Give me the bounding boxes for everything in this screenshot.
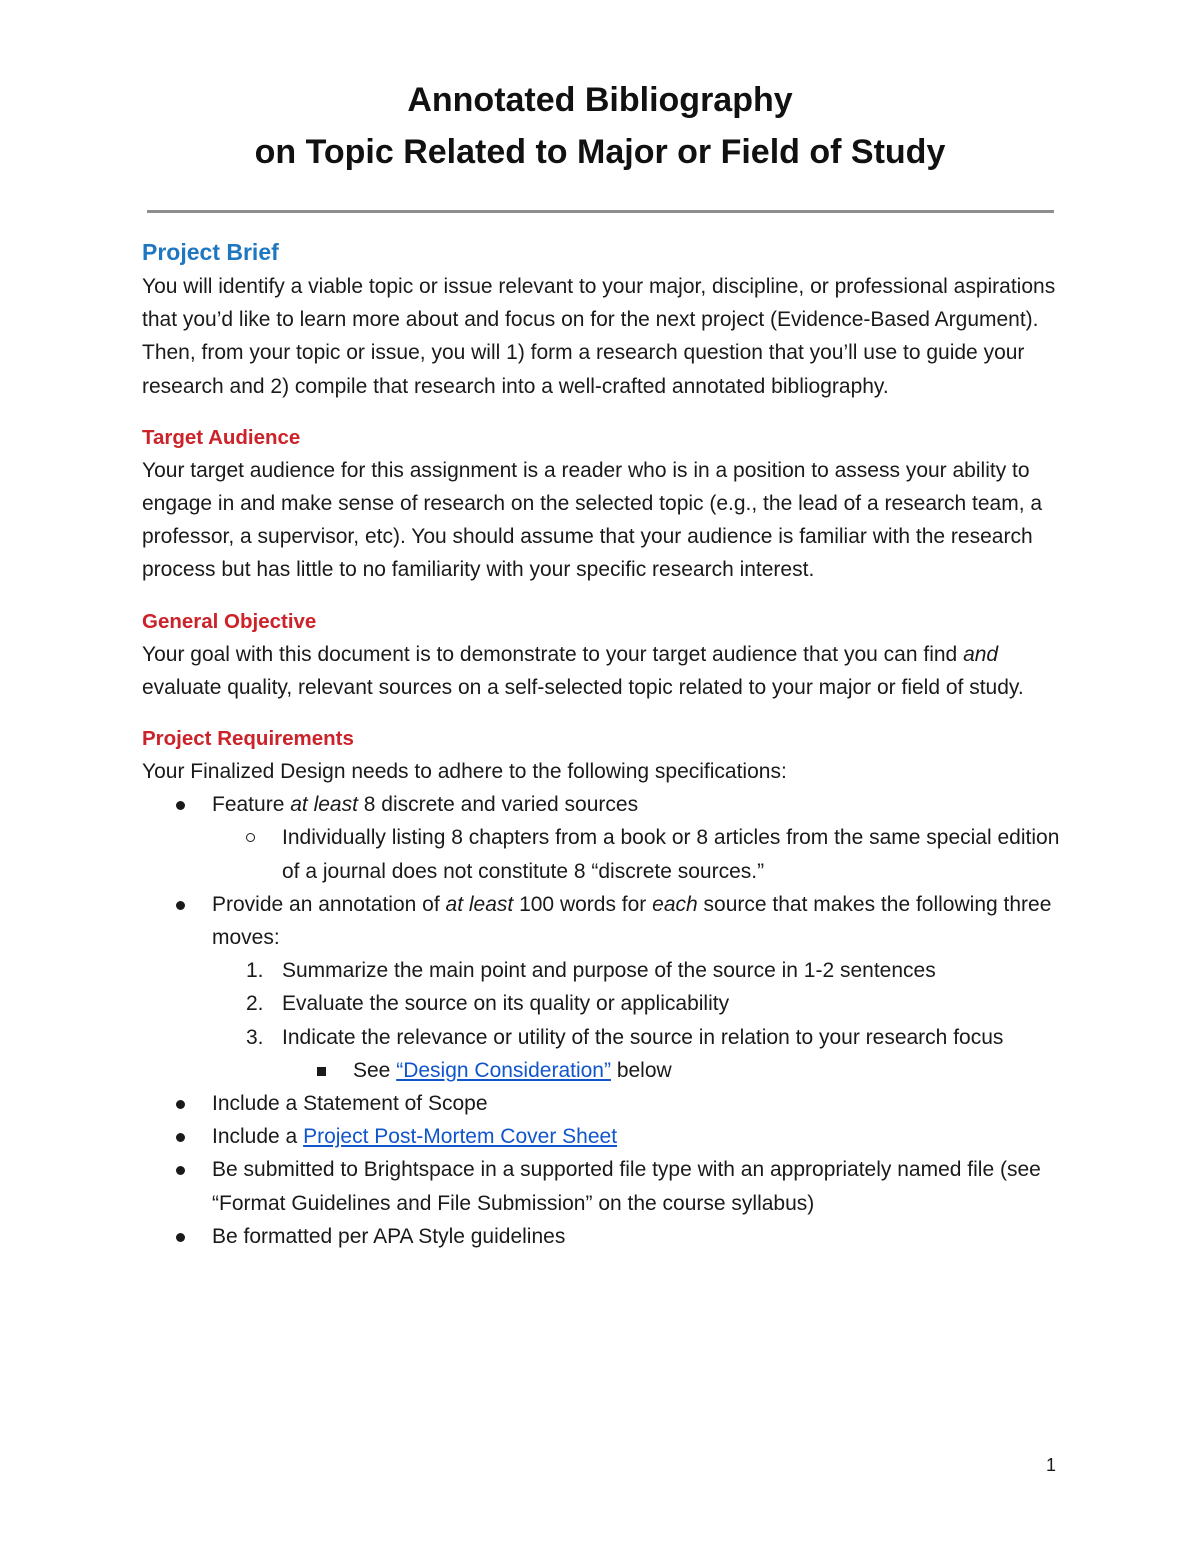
sub-list-item <box>142 821 1062 887</box>
page-number: 1 <box>1045 1455 1056 1475</box>
item-text: See <box>353 1058 397 1082</box>
item-text: Be submitted to Brightspace in a supported file type with an appropriately named file (see “Format Guidelines and File Submission” on the course syllabus) <box>212 1158 1041 1215</box>
square-bullet-icon <box>317 1067 326 1076</box>
list-item <box>142 788 1062 821</box>
section-spacer <box>142 704 1062 722</box>
hollow-bullet-icon <box>246 833 255 842</box>
section-spacer <box>142 587 1062 605</box>
bullet-icon <box>176 1133 185 1142</box>
item-text: Individually listing 8 chapters from a book or 8 articles from the same special edition of a journal does not constitute 8 “discrete sources.” <box>282 826 1060 883</box>
item-text: Include a <box>212 1125 304 1149</box>
numbered-list-item <box>142 954 1062 987</box>
bullet-icon <box>176 801 185 810</box>
item-text: Feature <box>212 793 291 817</box>
list-number: 3. <box>246 1025 264 1049</box>
list-item <box>142 888 1062 954</box>
general-objective-italic: and <box>963 642 999 666</box>
item-text: Indicate the relevance or utility of the source in relation to your research focus <box>282 1025 1004 1049</box>
design-consideration-link[interactable]: “Design Consideration” <box>396 1058 611 1082</box>
sub-sub-list-item <box>142 1054 1062 1087</box>
title-line-1: Annotated Bibliography <box>407 81 793 119</box>
general-objective-text <box>142 638 1062 704</box>
general-objective-text-part: Your goal with this document is to demonstrate to your target audience that you can find <box>142 642 964 666</box>
project-requirements-heading: Project Requirements <box>142 727 354 751</box>
item-text: below <box>610 1058 672 1082</box>
bullet-icon <box>176 1100 185 1109</box>
list-item <box>142 1220 1062 1253</box>
item-text: Provide an annotation of <box>212 892 446 916</box>
item-italic: each <box>652 892 698 916</box>
bullet-icon <box>176 1233 185 1242</box>
bullet-icon <box>176 901 185 910</box>
item-text: 8 discrete and varied sources <box>357 793 639 817</box>
item-text: source that makes the following three moves: <box>212 892 1052 950</box>
section-spacer <box>142 403 1062 421</box>
document-body <box>142 234 1062 1253</box>
document-title <box>0 74 1200 178</box>
project-requirements-intro: Your Finalized Design needs to adhere to the following specifications: <box>142 760 787 784</box>
list-item <box>142 1087 1062 1120</box>
item-text: Be formatted per APA Style guidelines <box>212 1224 566 1248</box>
item-text: Evaluate the source on its quality or applicability <box>282 992 730 1016</box>
list-number: 2. <box>246 992 264 1016</box>
target-audience-heading: Target Audience <box>142 425 301 449</box>
numbered-list-item <box>142 987 1062 1020</box>
requirements-list <box>142 788 1062 1253</box>
general-objective-heading: General Objective <box>142 609 317 633</box>
bullet-icon <box>176 1166 185 1175</box>
list-item <box>142 1153 1062 1219</box>
title-line-2: on Topic Related to Major or Field of Study <box>254 133 946 171</box>
post-mortem-cover-sheet-link[interactable]: Project Post-Mortem Cover Sheet <box>303 1125 618 1149</box>
list-number: 1. <box>246 959 264 983</box>
item-text: Summarize the main point and purpose of the source in 1-2 sentences <box>282 959 936 983</box>
general-objective-text-part: evaluate quality, relevant sources on a self-selected topic related to your major or field of study. <box>142 675 1024 699</box>
target-audience-text: Your target audience for this assignment is a reader who is in a position to assess your ability to engage in and make sense of research on the selected topic (e.g., the lead of a research team, a professor, a supervisor, etc). You should assume that your audience is familiar with the research process but has little to no familiarity with your specific research interest. <box>142 458 1043 582</box>
project-brief-text: You will identify a viable topic or issue relevant to your major, discipline, or professional aspirations that you’d like to learn more about and focus on for the next project (Evidence-Based Argument). Then, from your topic or issue, you will 1) form a research question that you’ll use to guide your research and 2) compile that research into a well-crafted annotated bibliography. <box>142 275 1056 398</box>
project-brief-heading: Project Brief <box>142 239 279 265</box>
item-italic: at least <box>445 892 514 916</box>
item-text: Include a Statement of Scope <box>212 1092 488 1116</box>
numbered-list-item <box>142 1021 1062 1054</box>
item-italic: at least <box>290 793 358 817</box>
list-item <box>142 1120 1062 1153</box>
item-text: 100 words for <box>513 892 653 916</box>
horizontal-divider <box>147 210 1054 213</box>
